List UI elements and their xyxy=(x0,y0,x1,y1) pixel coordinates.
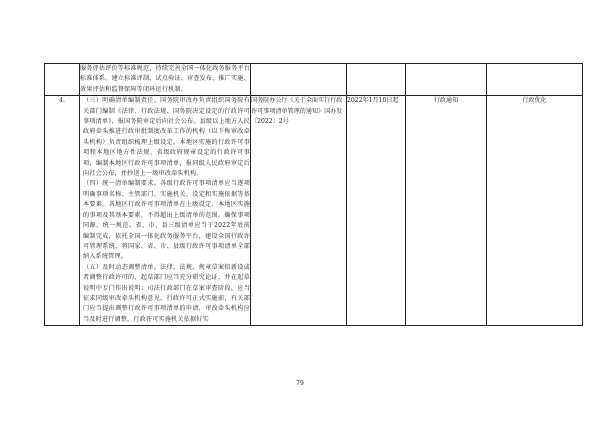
table-row-top xyxy=(45,64,583,96)
cell-basis-empty xyxy=(251,64,347,96)
policy-table xyxy=(44,63,583,326)
cell-date-empty xyxy=(347,64,406,96)
cell-content-top xyxy=(80,64,251,96)
content-text: 服务评估评价等标准规范，持续完善全国一体化政务服务平台标准体系，建立标准评制、试点验证、审查发布、推广实施、效果评估和监督保障等闭环运行机制。 xyxy=(80,65,250,93)
effective-date: 2022年1月10日起 xyxy=(347,96,406,326)
table-row-4 xyxy=(45,96,583,326)
paragraph-adjustment: （五）及时动态调整清单。法律、法规、规章草案拟新设或者调整行政许可的，起草部门应当充分研究论证，并在起草说明中专门作出说明；司法行政部门在草案审查阶段，应当征求同级审改牵头机构意见。行政许可正式实施前，有关部门应当提出调整行政许可事项清单的申请，审改牵头机构应当及时进行调整，行政许可实施机关依据好实 xyxy=(83,263,250,323)
cell-content xyxy=(80,96,251,326)
policy-basis: 国务院办公厅《关于全面实行行政许可事项清单管理的通知》国办发〔2022〕2号 xyxy=(251,96,347,326)
paragraph-responsibility: （三）明确清单编制责任。国务院审改办负责组织国务院有关部门编制《法律、行政法规、国务院决定设定的行政许可事项清单》，报国务院审定后向社会公布。县级以上地方人民政府牵头推进行政审批制度改革工作的机构（以下称审改牵头机构）负责组织梳理上级设定、本地区实施的行政许可事项和本地区地方性法规、省级政府规章设定的行政许可事项，编制本地区行政许可事项清单，报同级人民政府审定后向社会公布，并抄送上一级审改牵头机构。 xyxy=(83,97,250,178)
policy-type: 行政优化 xyxy=(487,96,583,326)
cell-type-empty xyxy=(487,64,583,96)
cell-method-empty xyxy=(406,64,487,96)
row-number: 4. xyxy=(45,96,80,326)
issuance-method: 行政通知 xyxy=(406,96,487,326)
paragraph-requirements: （四）统一清单编制要求。各级行政许可事项清单应当逐项明确事项名称、主管部门、实施机关、设定和实施依据等基本要素。各地区行政许可事项清单在上级设定、本地区实施的事项及其基本要素，不得超出上级清单的范围。确保事项同源、统一规范。省、市、县三级清单应当于2022年底前编制完成，依托全国一体化政务服务平台，建设全国行政许可管理系统，将国家、省、市、县级行政许可事项清单全部纳入系统管理。 xyxy=(83,180,250,261)
cell-number-empty xyxy=(45,64,80,96)
page-number: 79 xyxy=(296,380,304,387)
